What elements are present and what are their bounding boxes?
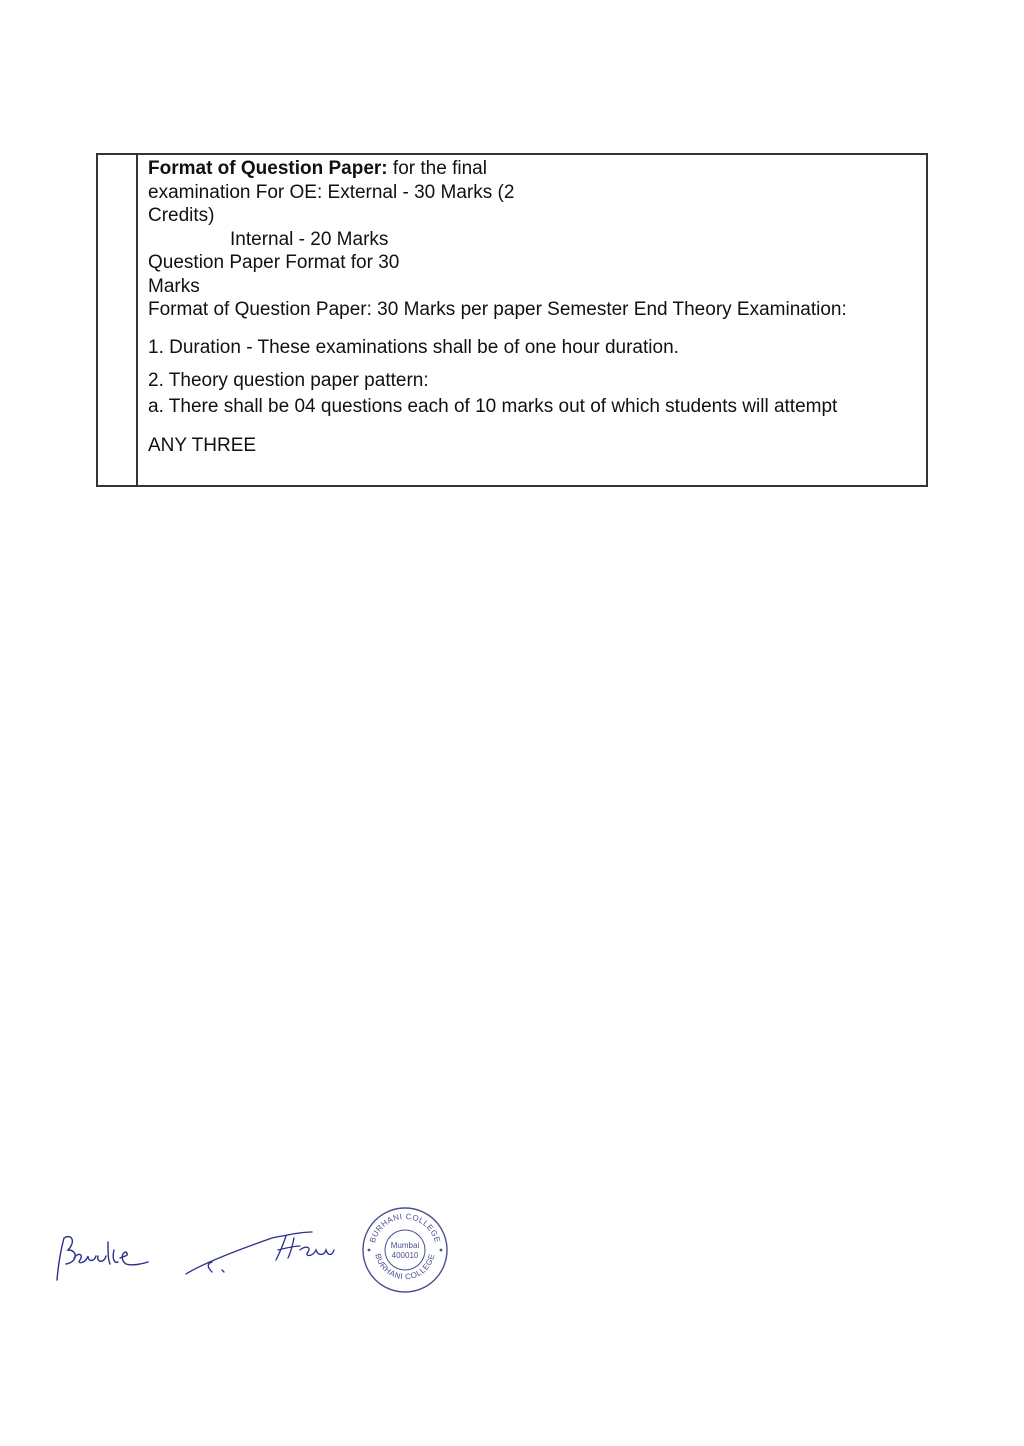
heading-line <box>148 157 926 181</box>
table-left-column <box>98 155 138 485</box>
duration-item: 1. Duration - These examinations shall be of one hour duration. <box>148 336 679 358</box>
stamp-star-left <box>368 1249 371 1252</box>
heading-bold-text: Format of Question Paper: <box>148 158 388 179</box>
credits-line: Credits) <box>148 205 215 226</box>
table-content-cell <box>138 155 926 485</box>
stamp-top-text: BURHANI COLLEGE <box>367 1211 443 1244</box>
signature-1 <box>52 1228 162 1288</box>
heading-rest-text: for the final <box>387 158 487 179</box>
pattern-item: 2. Theory question paper pattern: <box>148 370 429 391</box>
college-stamp <box>360 1205 450 1295</box>
signature-2 <box>182 1228 342 1283</box>
format-table <box>96 153 928 487</box>
stamp-city: Mumbai <box>390 1241 420 1250</box>
marks-line: Marks <box>148 275 200 297</box>
stamp-star-right <box>440 1249 443 1252</box>
semester-end-line: Format of Question Paper: 30 Marks per paper Semester End Theory Examination: <box>148 299 847 320</box>
stamp-pincode: 400010 <box>391 1251 419 1260</box>
pattern-subitem-a: a. There shall be 04 questions each of 10 marks out of which students will attempt <box>148 395 838 417</box>
question-paper-format-line: Question Paper Format for 30 <box>148 252 400 273</box>
internal-marks-line: Internal - 20 Marks <box>230 228 389 250</box>
any-three-line: ANY THREE <box>148 435 257 456</box>
stamp-bottom-text: BURHANI COLLEGE <box>373 1252 437 1282</box>
external-marks-line: examination For OE: External - 30 Marks (2 <box>148 181 515 203</box>
